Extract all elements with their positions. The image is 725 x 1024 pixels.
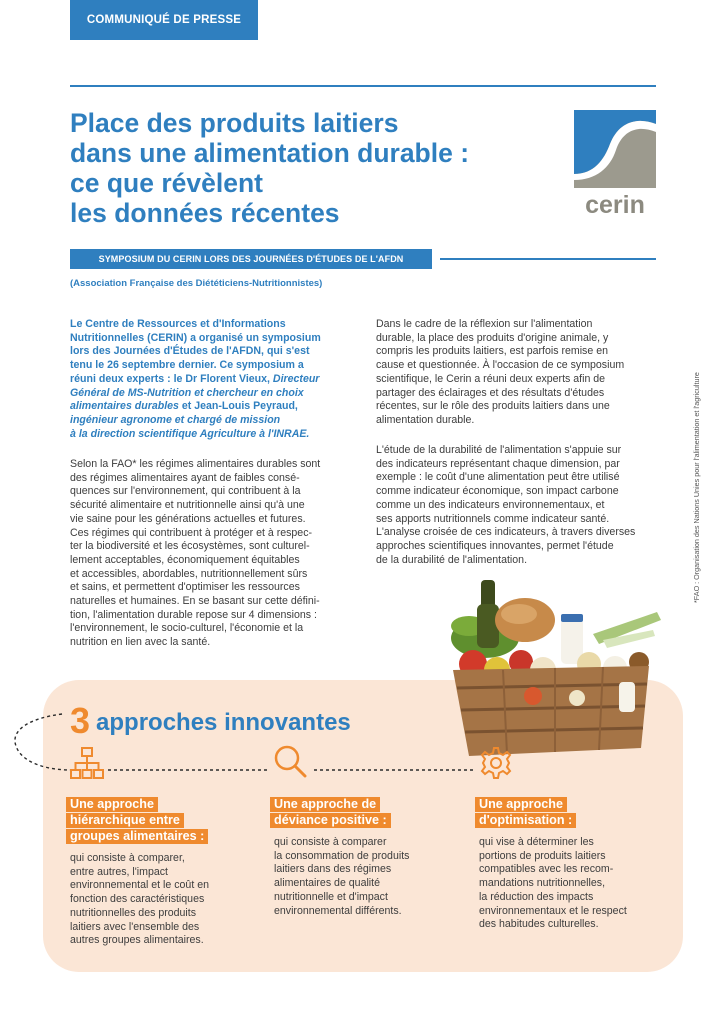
body-line: récentes, sur le rôle des produits laitiers dans une [376,400,610,413]
body-line: et sains, et permettent d'optimiser les ressources [70,581,300,594]
lead-line: Le Centre de Ressources et d'Informations [70,318,286,330]
approach-text-line: qui vise à déterminer les [479,836,594,848]
approach-text-line: environnemental différents. [274,904,402,917]
approach-text-line: portions de produits laitiers [479,849,606,862]
approach-text-line: fonction des caractéristiques [70,893,205,906]
body-line: L'étude de la durabilité de l'alimentation s'appuie sur [376,444,622,456]
approach-title-line: hiérarchique entre [66,813,184,828]
approach-title-line: Une approche [66,797,158,812]
body-line: Ces régimes qui contribuent à protéger et à respec- [70,526,313,539]
lead-paragraph [70,318,352,441]
lead-italic: alimentaires durables [70,400,179,413]
header-divider [70,85,656,87]
lead-line: tenu le 26 septembre dernier. Ce symposium a [70,359,304,372]
body-line: comme indicateur économique, son impact carbone [376,485,619,498]
approach-1-text [70,852,260,948]
title-line: dans une alimentation durable : [70,138,470,168]
body-line: naturelles et humaines. En se basant sur cette défini- [70,595,320,608]
body-line: Dans le cadre de la réflexion sur l'alimentation [376,318,593,330]
body-line: exemple : le coût d'une alimentation peut être utilisé [376,471,620,484]
page-title [70,108,560,228]
approach-text-line: compatibles avec les recom- [479,863,614,876]
approach-title-line: d'optimisation : [475,813,576,828]
body-line: comme un des indicateurs environnementaux, et [376,498,605,511]
lead-text: réuni deux experts : le Dr Florent Vieux, [70,372,273,385]
approach-text-line: mandations nutritionnelles, [479,877,606,890]
lead-line: à la direction scientifique Agriculture à l'INRAE. [70,427,310,440]
body-line: compris les produits laitiers, est parfois remise en [376,345,608,358]
body-line: des indicateurs représentant chaque dimension, par [376,457,620,470]
fao-footnote [683,318,701,603]
body-line: Selon la FAO* les régimes alimentaires durables sont [70,458,321,470]
approach-3-text [479,836,679,932]
body-line: ter la biodiversité et les écosystèmes, sont culturel- [70,540,310,553]
body-line: approches scientifiques innovantes, permet l'étude [376,539,614,552]
approach-text-line: nutritionnelles des produits [70,906,197,919]
approach-text-line: autres groupes alimentaires. [70,934,204,947]
lead-italic: Directeur [272,372,320,385]
approaches-heading-text: approches innovantes [96,709,351,736]
approach-text-line: environnemental et le coût en [70,879,209,892]
food-basket-image [443,578,665,770]
fao-definition-paragraph [70,458,352,650]
approach-text-line: laitiers avec l'ensemble des [70,920,200,933]
approach-text-line: la réduction des impacts [479,890,594,903]
body-line: des régimes alimentaires ayant de faibles consé- [70,471,300,484]
lead-line [70,373,352,387]
approaches-count: 3 [70,700,91,741]
approach-text-line: alimentaires de qualité [274,877,380,890]
footnote-text: *FAO : Organisation des Nations Unies pour l'alimentation et l'agriculture [692,372,701,603]
body-line: L'analyse croisée de ces indicateurs, à travers diverses [376,526,636,539]
approach-title-line: Une approche [475,797,567,812]
approach-title-line: déviance positive : [270,813,391,828]
body-line: ses apports nutritionnels comme indicateur santé. [376,512,610,525]
body-line: l'environnement, le socio-culturel, l'économie et la [70,622,304,635]
lead-line: ingénieur agronome et chargé de mission [70,413,281,426]
body-line: scientifique, le Cerin a réuni deux experts afin de [376,372,606,385]
body-line: alimentation durable. [376,413,475,426]
body-line: et accessibles, abordables, nutritionnellement sûrs [70,567,308,580]
lead-line [70,400,352,414]
body-line: nutrition en lien avec la santé. [70,636,211,649]
hierarchy-icon [70,746,104,780]
title-line: Place des produits laitiers [70,108,399,138]
approach-title-line: groupes alimentaires : [66,829,208,844]
body-line: tion, l'alimentation durable repose sur 4 dimensions : [70,608,317,621]
press-release-badge: COMMUNIQUÉ DE PRESSE [70,0,258,40]
approaches-heading [70,700,351,742]
approach-3-title [475,797,675,829]
symposium-banner: SYMPOSIUM DU CERIN LORS DES JOURNÉES D'ÉTUDES DE L'AFDN [70,249,432,269]
approach-text-line: qui consiste à comparer [274,836,387,848]
body-line: sécurité alimentaire et nutritionnelle ainsi qu'à une [70,499,305,512]
approach-text-line: nutritionnelle et d'impact [274,890,388,903]
cerin-logo [574,110,656,218]
context-paragraph [376,318,657,428]
indicators-paragraph [376,444,657,567]
body-line: durable, la place des produits d'origine animale, y [376,331,609,344]
lead-line: Général de MS-Nutrition et chercheur en choix [70,386,304,399]
approach-text-line: entre autres, l'impact [70,865,168,878]
search-icon [273,744,307,778]
approach-text-line: qui consiste à comparer, [70,852,185,864]
lead-text: et Jean-Louis Peyraud, [178,400,298,413]
lead-line: Nutritionnelles (CERIN) a organisé un symposium [70,331,321,344]
body-line: de la durabilité de l'alimentation. [376,553,528,566]
gear-icon [479,746,513,780]
approach-text-line: laitiers dans des régimes [274,863,392,876]
body-line: lement acceptables, économiquement équitables [70,553,300,566]
body-line: quences sur l'environnement, qui contribuent à la [70,485,301,498]
approach-2-text [274,836,464,918]
title-line: ce que révèlent [70,168,263,198]
body-line: cause et questionnée. À l'occasion de ce symposium [376,359,625,372]
banner-divider [440,258,656,260]
association-note: (Association Française des Diététiciens-Nutritionnistes) [70,278,323,289]
approach-title-line: Une approche de [270,797,380,812]
approach-text-line: des habitudes culturelles. [479,918,599,931]
approach-2-title [270,797,470,829]
approach-text-line: environnementaux et le respect [479,904,627,917]
body-line: vie saine pour les générations actuelles et futures. [70,512,306,525]
approach-1-title [66,797,266,845]
lead-line: lors des Journées d'Études de l'AFDN, qui s'est [70,345,310,358]
logo-wordmark: cerin [585,191,645,218]
title-line: les données récentes [70,198,340,228]
body-line: partager des éclairages et des résultats d'études [376,386,605,399]
approach-text-line: la consommation de produits [274,849,410,862]
